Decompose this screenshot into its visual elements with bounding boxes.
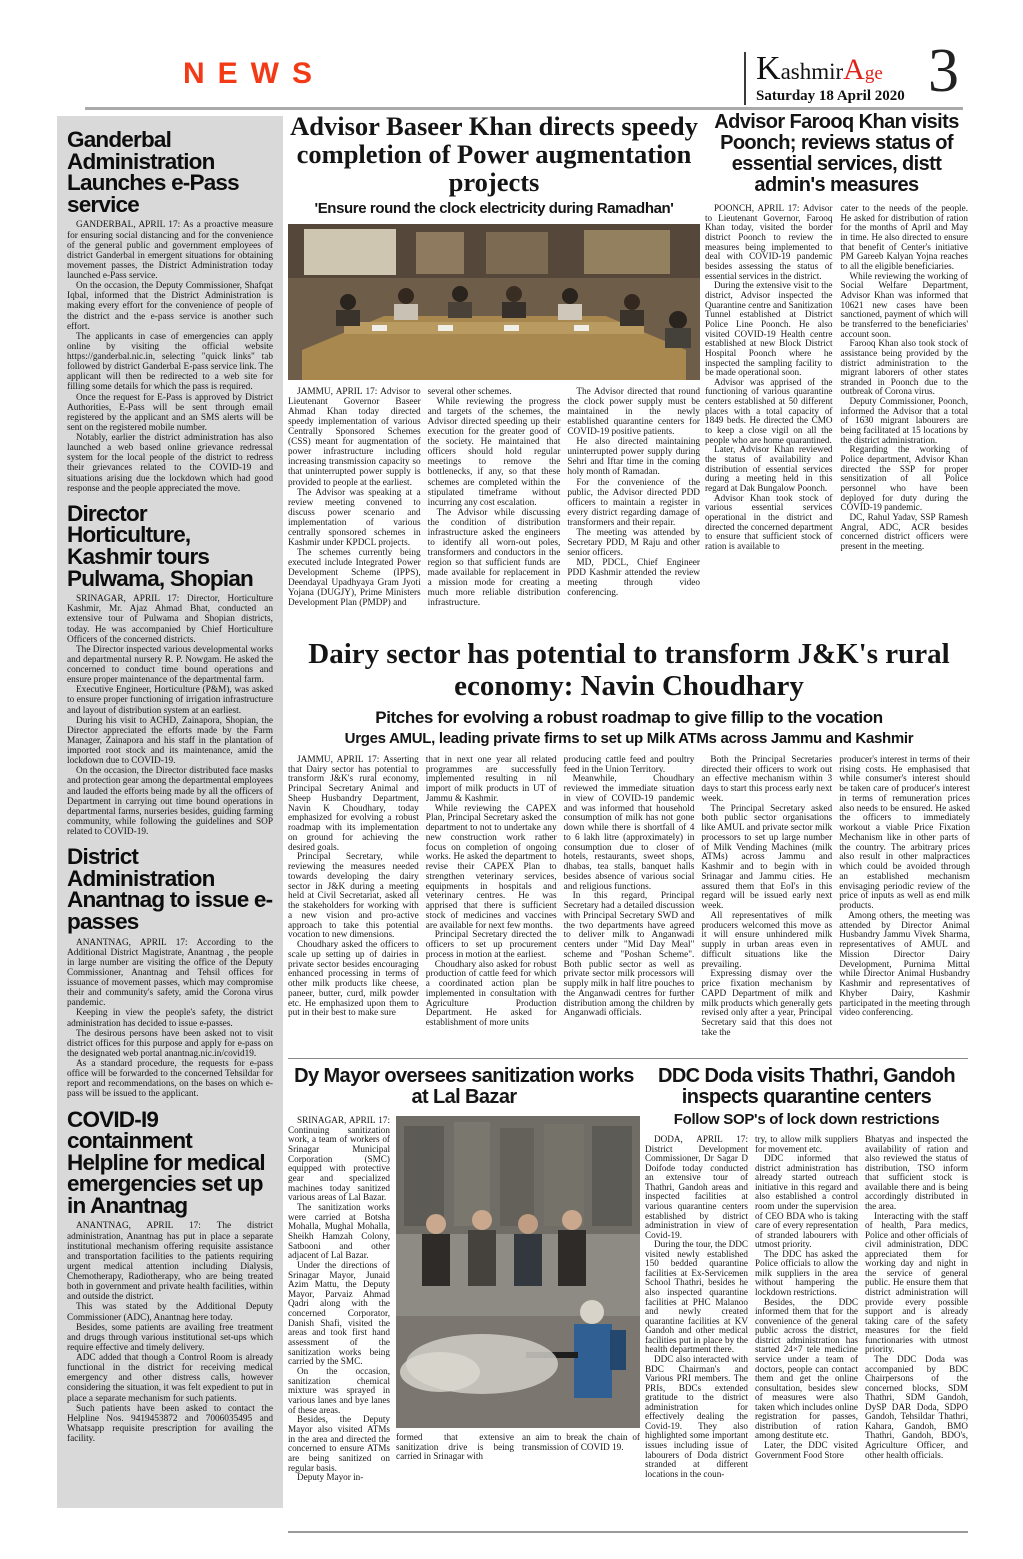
paragraph: The DDC has asked the Police officials to allow the milk suppliers in the area without hampering the lockdown restrictions. bbox=[755, 1248, 858, 1297]
paragraph: During his visit to ACHD, Zainapora, Shopian, the Director appreciated the efforts made by the Farm Manager, Zainapora and his staff in the plantation of imported root stock and its maintenance, amid the lockdown due to COVID-19. bbox=[67, 715, 273, 767]
paragraph: While reviewing the CAPEX Plan, Principal Secretary asked the department to not to undertake any new construction work rather focus on completion of ongoing works. He asked the department to revise their CAPEX Plan to strengthen veterinary services, equipments in hospitals and veterinary centres. He was apprised that there is sufficient stock of medicines and vaccines are available for next few months. bbox=[425, 803, 557, 931]
paragraph: Bhatyas and inspected the availability of ration and also reviewed the status of distribution, TSO inform that sufficient stock is available there and is being accordingly distributed in the area. bbox=[865, 1134, 968, 1211]
continuation-left: formed that extensive sanitization drive is being carried in Srinagar with bbox=[396, 1432, 514, 1462]
meeting-room-photo bbox=[288, 224, 700, 380]
article-ddc-doda bbox=[645, 1066, 968, 1517]
paragraph: During the tour, the DDC visited newly established 150 bedded quarantine facilities at Ex-Servicemen School Thathri, besides he also inspected quarantine facilities at PHC Malanoo and newly created quarantine facilities at KV Gandoh and other medical facilities put in place by the health department there. bbox=[645, 1239, 748, 1355]
paragraph: Besides, the Deputy Mayor also visited ATMs in the area and directed the concerned to ensure ATMs are being sanitized on regular basis. bbox=[288, 1414, 390, 1473]
paragraph: While reviewing the working of Social Welfare Department, Advisor Khan was informed that 10621 new cases have been sanctioned, payment of which will be transferred to the beneficiaries' account soon. bbox=[840, 270, 968, 339]
article-power-augmentation bbox=[288, 112, 700, 625]
article-headline: District Administration Anantnag to issue e-passes bbox=[67, 844, 273, 934]
paragraph: Later, Advisor Khan reviewed the status of availability and distribution of essential services during a meeting held in this regard at Dak Bungalow Poonch. bbox=[705, 444, 833, 494]
paragraph: He also directed maintaining uninterrupted power supply during Sehri and Iftar time in the coming holy month of Ramadan. bbox=[567, 437, 701, 478]
paragraph: On the occasion, the Director distributed face masks and protection gear among the departmental employees and lauded the efforts being made by all the officers of Department in carrying out time bound operations in departmental farms, nurseries besides, guiding farming community, while following the guidelines and SOP related to COVID-19. bbox=[67, 766, 274, 837]
column-1 bbox=[705, 204, 833, 624]
paragraph: Choudhary asked the officers to scale up setting up of dairies in private sector besides encouraging enhanced processing in terms of other milk products like cheese, paneer, butter, curd, milk powder etc. He emphasized upon them to put in their best to make sure bbox=[288, 940, 419, 1019]
masthead-logo-rest: ashmir bbox=[780, 59, 844, 84]
paragraph: POONCH, APRIL 17: Advisor to Lieutenant Governor, Farooq Khan today, visited the border district Poonch to review the measures being implemented to deal with COVID-19 pandemic besides assessing the status of essential services in the district. bbox=[705, 203, 833, 281]
paragraph: DDC informed that district administration has already started outreach initiative in this regard and also established a control room under the supervision of CEO BDA who is taking care of every representation of stranded labourers with utmost priority. bbox=[755, 1153, 858, 1250]
column-5 bbox=[839, 756, 970, 1048]
article-headline: Advisor Baseer Khan directs speedy completion of Power augmentation projects bbox=[290, 111, 698, 198]
continuation-row bbox=[396, 1433, 640, 1462]
paragraph: Under the directions of Srinagar Mayor, Junaid Azim Mattu, the Deputy Mayor, Parvaiz Ahmad Qadri along with the concerned Corporator, Danish Shafi, visited the areas and took first hand assessment of the sanitization works being carried by the SMC. bbox=[288, 1259, 390, 1367]
article-body bbox=[67, 938, 273, 1100]
paragraph: On the occasion, sanitization chemical mixture was sprayed in various lanes and bye lanes of these areas. bbox=[288, 1366, 390, 1415]
article-body bbox=[288, 1115, 640, 1483]
article-columns bbox=[705, 204, 968, 624]
paragraph: Regarding the working of Police department, Advisor Khan directed the SSP for proper sensitization of all Police personnel who have been deployed for duty during the COVID-19 pandemic. bbox=[840, 444, 968, 513]
article-dairy-sector bbox=[288, 638, 970, 1048]
paragraph: The applicants in case of emergencies can apply online by visiting the official website https://ganderbal.nic.in, selecting "quick links" tab followed by district Ganderbal E-pass service link. The applicant will then be redirected to a web site for filling some details for which the pass is required. bbox=[67, 331, 273, 393]
paragraph: cater to the needs of the people. He asked for distribution of ration for the months of April and May in time. He also directed to ensure that benefit of Center's initiative PM Gareeb Kalyan Yojna reaches to all the eligible beneficiaries. bbox=[840, 203, 968, 271]
paragraph: On the occasion, the Deputy Commissioner, Shafqat Iqbal, informed that the District Administration is making every effort for the convenience of people of the district and the e-pass service is another such effort. bbox=[67, 281, 273, 332]
paragraph: Principal Secretary, while reviewing the measures needed towards developing the dairy sector in J&K during a meeting held at Civil Secretariat, asked all the stakeholders for working with a new vision and pro-active approach to take this potential vocation to new dimensions. bbox=[288, 852, 419, 941]
article-headline: Director Horticulture, Kashmir tours Pulwama, Shopian bbox=[67, 500, 253, 591]
column-2 bbox=[428, 387, 561, 625]
article-horticulture-tour bbox=[67, 500, 274, 837]
article-covid-helpline bbox=[67, 1106, 273, 1445]
page-number: 3 bbox=[928, 37, 959, 105]
paragraph: Later, the DDC visited Government Food Store bbox=[755, 1440, 858, 1460]
paragraph: producer's interest in terms of their rising costs. He emphasised that while consumer's interest should be taken care of producer's interest in terms of remuneration prices also needs to be ensured. He asked the officers to immediately workout a viable Price Fixation Mechanism like in other parts of the country. The arbitrary prices also result in other malpractices which could be avoided through an established mechanism envisaging periodic review of the price of inputs as well as end milk products. bbox=[839, 754, 970, 912]
article-anantnag-epasses bbox=[67, 846, 273, 1099]
paragraph: producing cattle feed and poultry feed in the Union Territory. bbox=[563, 754, 695, 775]
paragraph: The desirous persons have been asked not to visit district offices for this purpose and apply for e-pass on the designated web portal anantnag.nic.in/covid19. bbox=[67, 1028, 273, 1059]
paragraph: The sanitization works were carried at Botsha Mohalla, Mughal Mohalla, Sheikh Hamzah Colony, Satbooni and other adjacent of Lal Bazar. bbox=[288, 1201, 390, 1261]
paragraph: Meanwhile, Choudhary reviewed the immediate situation in view of COVID-19 pandemic and was informed that household consumption of milk has not gone down while there is shortfall of 4 to 6 lakh litre (approximately) in consumption due to closer of hotels, restaurants, sweet shops, dhabas, tea stalls, banquet halls besides absence of various social and religious functions. bbox=[563, 774, 695, 892]
column-1 bbox=[645, 1135, 748, 1517]
column-2 bbox=[426, 756, 557, 1048]
paragraph: During the extensive visit to the district, Advisor inspected the Quarantine centre and Sanitization Tunnel established at District Police Line Poonch. He also visited COVID-19 Health centre established at new Block District Hospital Poonch where he inspected the sampling facility to be made operational soon. bbox=[705, 280, 833, 378]
paragraph: In this regard, Principal Secretary had a detailed discussion with Principal Secretary SWD and the two departments have agreed to deliver milk to Anganwadi centers under "Mid Day Meal" scheme and "Poshan Scheme". Both public sector as well as private sector milk processors will supply milk in half litre pouches to the Anganwadi centres for further distribution among the children by Anganwadi officials. bbox=[563, 891, 695, 1019]
paragraph: Such patients have been asked to contact the Helpline Nos. 9419453872 and 7006035495 and Whatsapp requisite prescription for availing the facility. bbox=[67, 1403, 273, 1445]
paragraph: several other schemes. bbox=[427, 387, 512, 398]
article-headline: COVID-I9 containment Helpline for medical emergencies set up in Anantnag bbox=[67, 1106, 265, 1218]
article-columns bbox=[288, 387, 700, 625]
paragraph: MD, PDCL, Chief Engineer PDD Kashmir attended the review meeting through video conferencing. bbox=[567, 557, 701, 598]
column-3 bbox=[567, 387, 700, 625]
paragraph: that in next one year all related programmes are successfully implemented resulting in nil import of milk products in UT of Jammu & Kashmir. bbox=[425, 754, 557, 804]
paragraph: DODA, APRIL 17: District Development Commissioner, Dr Sagar D Doifode today conducted an extensive tour of Thathri, Gandoh areas and inspected facilities at various quarantine centers established by district administration in view of Covid-19. bbox=[645, 1134, 748, 1240]
paragraph: Interacting with the staff of health, Para medics, Police and other officials of civil administration, DDC appreciated them for working day and night in the service of general public. He ensure them that district administration will provide every possible support and is already taking care of the safety measures for the field functionaries with utmost priority. bbox=[865, 1210, 968, 1355]
bottom-rule bbox=[288, 1531, 968, 1533]
paragraph: Once the request for E-Pass is approved by District Authorities, E-Pass will be sent through email registered by the applicant and an SMS alerts will be sent on the registered mobile number. bbox=[67, 392, 273, 433]
continuation-right: an aim to break the chain of transmission of COVID 19. bbox=[522, 1432, 640, 1452]
paragraph: SRINAGAR, APRIL 17: Continuing sanitization work, a team of workers of Srinagar Municipal Corporation (SMC) equipped with protective gear and specialized machines today sanitized various areas of Lal Bazar. bbox=[288, 1115, 390, 1203]
paragraph: ADC added that though a Control Room is already functional in the district for receiving medical emergency and other distress calls, however considering the situation, it was felt expedient to put in place a separate mechanism for such patients. bbox=[67, 1353, 273, 1404]
masthead-logo-a: A bbox=[843, 53, 865, 86]
paragraph: ANANTNAG, APRIL 17: The district administration, Anantnag has put in place a separate institutional mechanism offering requisite assistance and transportation facilities to the patients requiring urgent medical attention including Dialysis, Chemotherapy, Radiotherapy, who are being treated both in government and private health facilities, within and outside the district. bbox=[67, 1221, 273, 1303]
article-subhead-2: Urges AMUL, leading private firms to set up Milk ATMs across Jammu and Kashmir bbox=[344, 729, 914, 747]
issue-date: Saturday 18 April 2020 bbox=[756, 88, 905, 104]
article-body bbox=[67, 594, 273, 837]
paragraph: All representatives of milk producers welcomed this move as it will ensure unhindered milk supply in urban areas even in difficult situations like the prevailing. bbox=[701, 910, 833, 970]
paragraph: The Advisor while discussing the condition of distribution infrastructure asked the engineers to identify all worn-out poles, transformers and conductors in the region so that sufficient funds are made available for replacement in a mission mode for creating a much more reliable distribution infrastructure. bbox=[427, 507, 561, 608]
paragraph: The DDC Doda was accompanied by BDC Chairpersons of the concerned blocks, SDM Thathri, SDM Gandoh, DySP DAR Doda, SDPO Gandoh, Tehsildar Thathri, Kahara, Gandoh, BMO Thathri, Gandoh, BDO's, Agriculture Officer, and other health officials. bbox=[865, 1353, 968, 1460]
header-rule bbox=[85, 107, 963, 110]
paragraph: Among others, the meeting was attended by Director Animal Husbandry Jammu Vivek Sharma, representatives of AMUL and Mission Director Dairy Development, Purnima Mittal while Director Animal Husbandry Kashmir and representatives of Khyber Dairy, Kashmir participated in the meeting through video conferencing. bbox=[839, 910, 970, 1019]
paragraph: Farooq Khan also took stock of assistance being provided by the district administration to the migrant laborers of other states stranded in Poonch due to the outbreak of Corona virus. bbox=[840, 338, 968, 397]
paragraph: The Advisor directed that round the clock power supply must be maintained in the newly established quarantine centers for COVID-19 positive patients. bbox=[567, 387, 701, 438]
article-columns bbox=[288, 756, 970, 1048]
paragraph: Keeping in view the people's safety, the district administration has decided to issue e-passes. bbox=[67, 1008, 273, 1029]
article-subhead-1: Pitches for evolving a robust roadmap to give fillip to the vocation bbox=[375, 707, 883, 727]
column-2 bbox=[755, 1135, 858, 1517]
paragraph: The Advisor was speaking at a review meeting convened to discuss power scenario and implementation of various centrally sponsored schemes in Kashmir under KPDCL projects. bbox=[288, 487, 421, 548]
article-headline: Ganderbal Administration Launches e-Pass service bbox=[67, 127, 239, 217]
paragraph: Advisor was apprised of the functioning of various quarantine centers established at 50 different places with a total capacity of 1849 beds. He directed the CMO to keep a close vigil on all the people who are home quarantined. bbox=[705, 376, 833, 445]
column-3 bbox=[564, 756, 695, 1048]
paragraph: DC, Rahul Yadav, SSP Ramesh Angral, ADC, ACR besides concerned district officers were present in the meeting. bbox=[840, 512, 968, 551]
paragraph: Notably, earlier the district administration has also launched a web based online grievance redressal system for the local people of the district to redress their grievances related to the COVID-19 and situations arising due the lockdown which had good response and the people appreciated the move. bbox=[67, 433, 273, 494]
paragraph: Executive Engineer, Horticulture (P&M), was asked to ensure proper functioning of irrigation infrastructure and layout of distribution system at an earliest. bbox=[67, 685, 273, 716]
article-headline: DDC Doda visits Thathri, Gandoh inspects quarantine centers bbox=[658, 1065, 955, 1108]
column-1 bbox=[288, 387, 421, 625]
paragraph: Deputy Mayor in- bbox=[297, 1472, 364, 1483]
article-body bbox=[67, 220, 273, 493]
paragraph: Advisor Khan took stock of various essential services operational in the district and directed the concerned department to ensure that sufficient stock of ration is available to bbox=[705, 492, 833, 551]
column-2 bbox=[841, 204, 969, 624]
paragraph: JAMMU, APRIL 17: Advisor to Lieutenant Governor Baseer Ahmad Khan today directed speedy implementation of various Centrally Sponsored Schemes (CSS) meant for augmentation of power infrastructure including increasing transmission capacity so that uninterrupted power supply is provided to people at the earliest. bbox=[288, 387, 421, 488]
paragraph: The Principal Secretary asked both public sector organisations like AMUL and private sector milk processors to set up large number of Milk Vending Machines (milk ATMs) across Jammu and Kashmir and to begin with in Srinagar and Jammu cities. He assured them that EoI's in this regard will be issued early next week. bbox=[701, 803, 833, 912]
article-poonch-visit bbox=[705, 112, 968, 624]
article-headline: Dairy sector has potential to transform J&K's rural economy: Navin Choudhary bbox=[308, 638, 950, 703]
article-subhead: 'Ensure round the clock electricity during Ramadhan' bbox=[314, 200, 674, 218]
paragraph: The schemes currently being executed include Integrated Power Development Scheme (IPPS), Deendayal Upadhyaya Gram Jyoti Yojana (DUGJY), Prime Ministers Development Plan (PMDP) and bbox=[288, 547, 421, 608]
paragraph: Choudhary also asked for robust production of cattle feed for which a coordinated action plan be implemented in consultation with Agriculture Production Department. He asked for establishment of more units bbox=[425, 959, 557, 1029]
column-1 bbox=[288, 756, 419, 1048]
section-divider bbox=[288, 1058, 968, 1059]
paragraph: Deputy Commissioner, Poonch, informed the Advisor that a total of 1630 migrant labourers are being facilitated at 15 locations by the district administration. bbox=[840, 396, 968, 445]
article-ganderbal-epass bbox=[67, 129, 273, 494]
sanitization-photo bbox=[396, 1116, 640, 1428]
paragraph: While reviewing the progress and targets of the schemes, the Advisor directed speeding up their execution for the greater good of the society. He maintained that officers should hold regular meetings to remove the bottlenecks, if any, so that these schemes are completed within the stipulated timeframe without incurring any cost escalation. bbox=[427, 397, 561, 508]
paragraph: As a standard procedure, the requests for e-pass office will be forwarded to the concerned Tehsildar for report and recommendations, on the bases on which e-pass will be issued to the applicant. bbox=[67, 1059, 273, 1100]
paragraph: Both the Principal Secretaries directed their officers to work out an effective mechanism within 3 days to start this process early next week. bbox=[701, 754, 833, 804]
paragraph: try, to allow milk suppliers for movement etc. bbox=[755, 1134, 858, 1154]
left-news-column bbox=[57, 116, 283, 1508]
paragraph: Expressing dismay over the price fixation mechanism by CAPD Department of milk and milk products which generally gets revised only after a year, Principal Secretary said that this does not take the bbox=[701, 969, 833, 1038]
column-3 bbox=[865, 1135, 968, 1517]
masthead-logo-ge: ge bbox=[864, 63, 883, 84]
paragraph: JAMMU, APRIL 17: Asserting that Dairy sector has potential to transform J&K's rural economy, Principal Secretary Animal and Sheep Husbandry Department, Navin K Choudhary, today emphasized for evolving a robust roadmap with its implementation on ground for achieving the desired goals. bbox=[288, 754, 419, 853]
paragraph: ANANTNAG, APRIL 17: According to the Additional District Magistrate, Anantnag , the people in large number are visiting the office of the Deputy Commissioner, Anantnag and Tehsil offices for issuance of movement passes, which may compromise their and community's safety, amid the Corona virus pandemic. bbox=[67, 937, 273, 1009]
paragraph: For the convenience of the public, the Advisor directed PDD officers to maintain a register in every district regarding damage of transformers and their repair. bbox=[567, 477, 701, 528]
masthead-logo-k: K bbox=[756, 50, 781, 87]
paragraph: The meeting was attended by Secretary PDD, M Raju and other senior officers. bbox=[567, 527, 701, 558]
paragraph: Besides, the DDC informed them that for the convenience of the general public across the district, district administration has started 24×7 tele medicine service under a team of doctors, people can contact them and get the online consultation, besides slew of measures were also taken which includes online registration for passes, distribution of ration among destitute etc. bbox=[755, 1296, 858, 1441]
article-subhead: Follow SOP's of lock down restrictions bbox=[673, 1111, 940, 1128]
paragraph: Besides, some patients are availing free treatment and drugs through various institutional set-ups which require effective and timely delivery. bbox=[67, 1322, 273, 1353]
article-body bbox=[67, 1221, 273, 1444]
section-title: NEWS bbox=[183, 57, 325, 90]
article-headline: Advisor Farooq Khan visits Poonch; reviews status of essential services, distt admin's measures bbox=[714, 111, 959, 196]
column-4 bbox=[701, 756, 832, 1048]
paragraph: GANDERBAL, APRIL 17: As a proactive measure for ensuring social distancing and for the convenience of the general public and government employees of district Ganderbal in emergent situations for obtaining movement passes, the District Administration today launched e-Pass service. bbox=[67, 220, 273, 281]
paragraph: This was stated by the Additional Deputy Commissioner (ADC), Anantnag here today. bbox=[67, 1302, 273, 1323]
paragraph: Principal Secretary directed the officers to set up procurement process in motion at the earliest. bbox=[425, 930, 557, 960]
column-1 bbox=[288, 1115, 390, 1483]
paragraph: The Director inspected various developmental works and departmental nursery R. P. Nowgam. He asked the concerned to conduct time bound operations and ensure proper maintenance of the departmental farm. bbox=[67, 644, 273, 686]
article-columns bbox=[645, 1135, 968, 1517]
article-headline: Dy Mayor oversees sanitization works at Lal Bazar bbox=[294, 1065, 634, 1108]
paragraph: SRINAGAR, APRIL 17: Director, Horticulture Kashmir, Mr. Ajaz Ahmad Bhat, conducted an extensive tour of Pulwama and Shopian districts, today. He was accompanied by Chief Horticulture Officers of the concerned districts. bbox=[67, 594, 273, 645]
photo-block bbox=[396, 1116, 640, 1468]
article-dy-mayor-sanitization bbox=[288, 1065, 640, 1483]
paragraph: DDC also interacted with BDC Chairman's and Various PRI members. The PRIs, BDCs extended gratitude to the district administration for effectively dealing the Covid-19. They also highlighted some important issues including issue of labourers of Doda district stranded at different locations in the coun- bbox=[645, 1353, 748, 1479]
